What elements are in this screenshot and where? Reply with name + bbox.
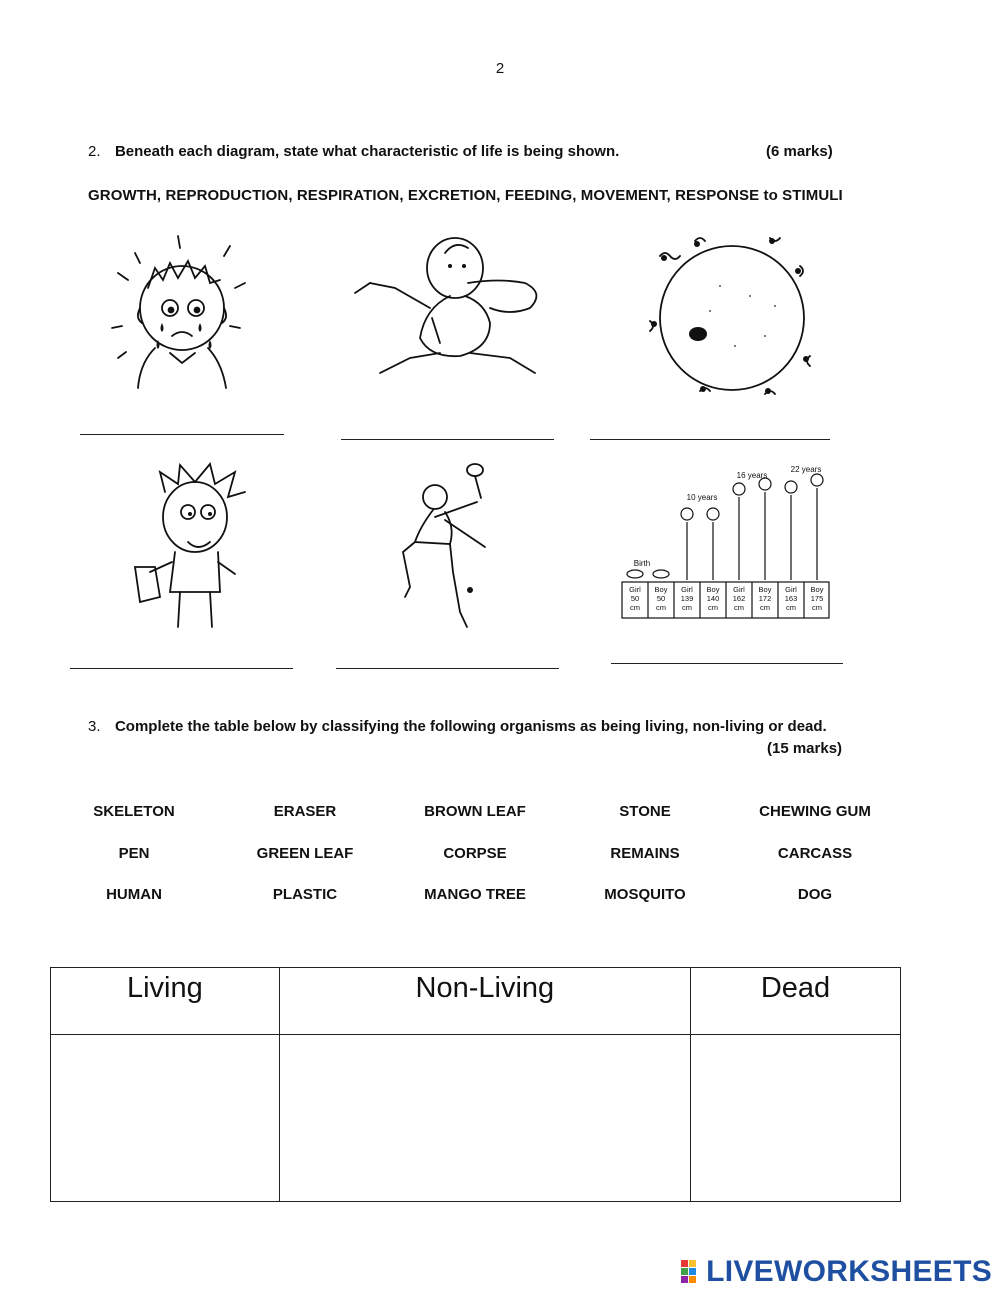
growth-box-label: Girl bbox=[733, 585, 745, 594]
word-item: MOSQUITO bbox=[604, 886, 686, 903]
growth-box-label: 163 bbox=[784, 594, 798, 603]
question-3-number: 3. bbox=[88, 718, 101, 735]
chart-label-16-years: 16 years bbox=[736, 471, 768, 480]
growth-box-label: Girl bbox=[681, 585, 693, 594]
growth-box-label: 175 bbox=[810, 594, 824, 603]
question-2 bbox=[88, 143, 619, 161]
growth-box-label: cm bbox=[760, 603, 770, 612]
chart-label-birth: Birth bbox=[633, 559, 651, 568]
growth-box-label: cm bbox=[708, 603, 718, 612]
growth-box-label: 139 bbox=[680, 594, 694, 603]
non-living-answer-cell[interactable] bbox=[279, 1035, 690, 1202]
question-2-number: 2. bbox=[88, 143, 101, 160]
word-item: SKELETON bbox=[93, 803, 175, 820]
growth-box-label: 172 bbox=[758, 594, 772, 603]
characteristics-options: GROWTH, REPRODUCTION, RESPIRATION, EXCRETION, FEEDING, MOVEMENT, RESPONSE to STIMULI bbox=[88, 187, 843, 204]
badminton-player-image bbox=[395, 462, 505, 632]
column-header-non-living: Non-Living bbox=[279, 968, 690, 1035]
word-item: REMAINS bbox=[610, 845, 680, 862]
column-header-living: Living bbox=[51, 968, 280, 1035]
growth-box-label: cm bbox=[682, 603, 692, 612]
eating-man-image bbox=[350, 228, 550, 383]
growth-box-label: cm bbox=[630, 603, 640, 612]
growth-box-label: Boy bbox=[758, 585, 772, 594]
living-answer-cell[interactable] bbox=[51, 1035, 280, 1202]
word-item: CHEWING GUM bbox=[759, 803, 871, 820]
question-3-text: Complete the table below by classifying the following organisms as being living, non-living or dead. bbox=[114, 718, 827, 735]
page-number: 2 bbox=[495, 60, 505, 77]
column-header-dead: Dead bbox=[690, 968, 900, 1035]
question-3-marks: (15 marks) bbox=[767, 740, 843, 757]
word-item: ERASER bbox=[273, 803, 337, 820]
egg-and-sperm-image bbox=[640, 226, 820, 401]
growth-box-label: cm bbox=[656, 603, 666, 612]
growth-box-label: Girl bbox=[785, 585, 797, 594]
answer-line-1[interactable] bbox=[80, 434, 284, 435]
growth-box-label: Boy bbox=[654, 585, 668, 594]
word-item: STONE bbox=[619, 803, 671, 820]
chart-label-22-years: 22 years bbox=[790, 465, 822, 474]
chart-label-10-years: 10 years bbox=[686, 493, 718, 502]
boy-with-smelly-bag-image bbox=[120, 462, 250, 632]
word-item: BROWN LEAF bbox=[424, 803, 526, 820]
growth-box-label: Girl bbox=[629, 585, 641, 594]
question-2-text: Beneath each diagram, state what characteristic of life is being shown. bbox=[114, 143, 620, 160]
question-2-marks: (6 marks) bbox=[766, 143, 833, 160]
word-item: GREEN LEAF bbox=[256, 845, 354, 862]
answer-line-5[interactable] bbox=[336, 668, 559, 669]
dead-answer-cell[interactable] bbox=[690, 1035, 900, 1202]
classification-table bbox=[50, 967, 901, 1202]
word-item: CORPSE bbox=[443, 845, 507, 862]
liveworksheets-logo bbox=[680, 1255, 992, 1289]
answer-line-3[interactable] bbox=[590, 439, 830, 440]
liveworksheets-icon bbox=[680, 1259, 706, 1285]
word-item: HUMAN bbox=[106, 886, 162, 903]
growth-box-label: Boy bbox=[810, 585, 824, 594]
growth-box-label: cm bbox=[734, 603, 744, 612]
logo-text: LIVEWORKSHEETS bbox=[706, 1255, 992, 1288]
sweating-boy-image bbox=[100, 228, 260, 393]
word-item: PEN bbox=[118, 845, 150, 862]
growth-box-label: 50 bbox=[656, 594, 666, 603]
growth-box-label: 50 bbox=[630, 594, 640, 603]
question-3 bbox=[88, 718, 827, 736]
growth-box-label: cm bbox=[786, 603, 796, 612]
growth-box-label: cm bbox=[812, 603, 822, 612]
growth-chart-image bbox=[620, 462, 835, 622]
word-item: MANGO TREE bbox=[424, 886, 526, 903]
word-item: DOG bbox=[797, 886, 833, 903]
growth-box-label: Boy bbox=[706, 585, 720, 594]
growth-box-label: 162 bbox=[732, 594, 746, 603]
answer-line-2[interactable] bbox=[341, 439, 554, 440]
word-item: PLASTIC bbox=[272, 886, 338, 903]
growth-box-label: 140 bbox=[706, 594, 720, 603]
answer-line-4[interactable] bbox=[70, 668, 293, 669]
answer-line-6[interactable] bbox=[611, 663, 843, 664]
word-item: CARCASS bbox=[777, 845, 853, 862]
